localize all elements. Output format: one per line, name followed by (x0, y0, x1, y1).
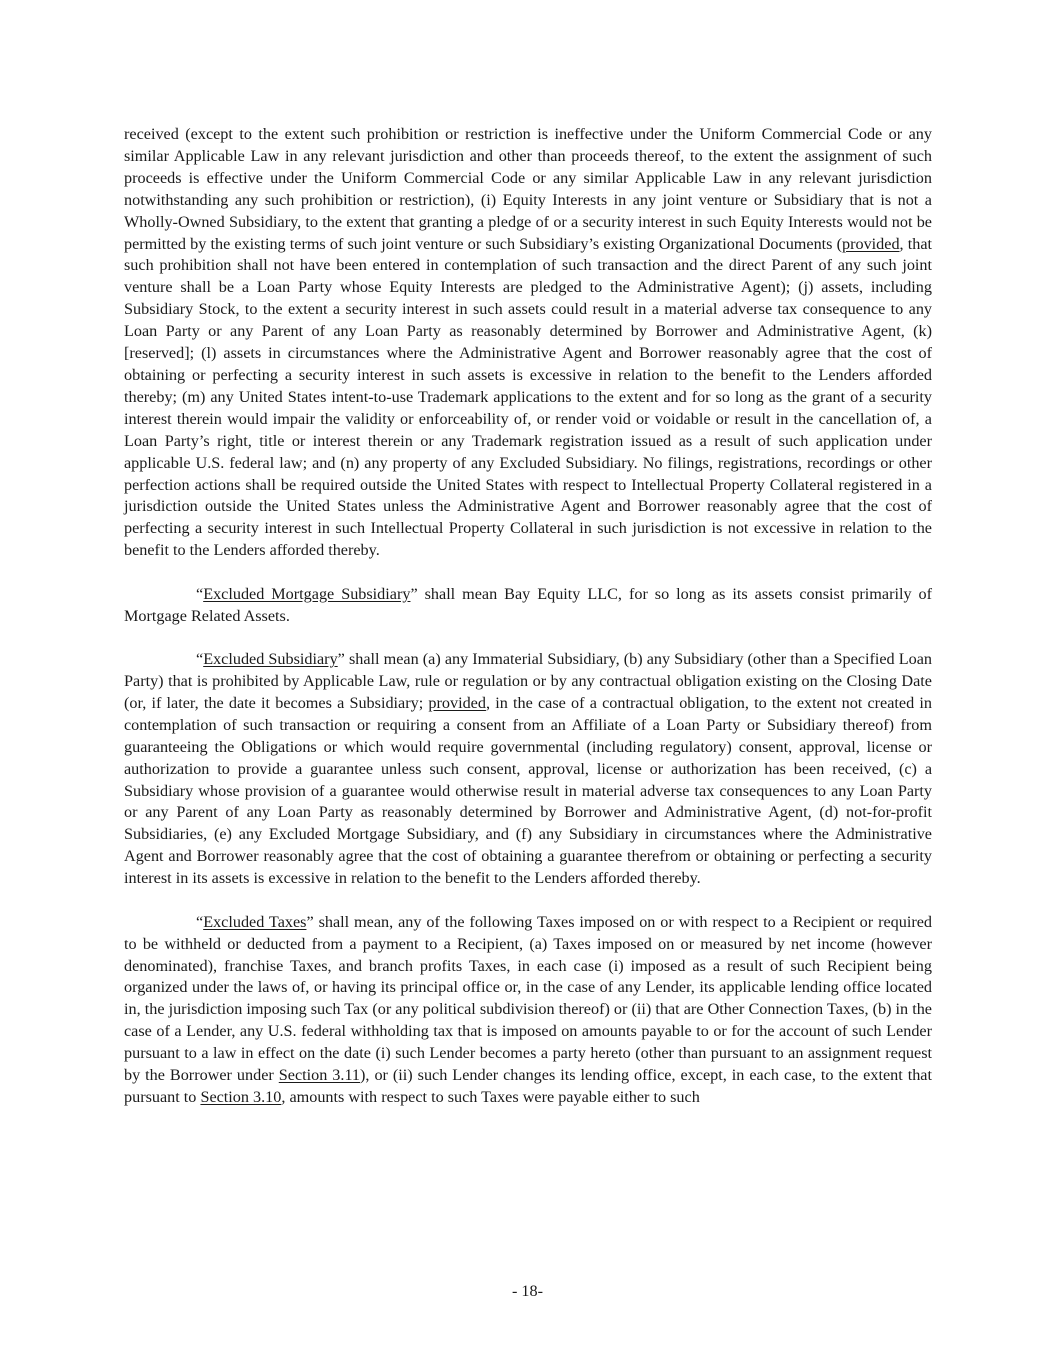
defined-term: Excluded Subsidiary (203, 650, 338, 669)
definition-excluded-subsidiary (124, 649, 932, 890)
definition-text: ), or (ii) such Lender changes its lending office, except, in each case, to the extent that pursuant to (124, 1066, 932, 1106)
paragraph-text: , that such prohibition shall not have been entered in contemplation of such transaction and the direct Parent of any such joint venture shall be a Loan Party whose Equity Interests are pledged to the Administrative Agent); (j) assets, including Subsidiary Stock, to the extent a security interest in such assets could result in a material adverse tax consequence to any Loan Party or any Parent of any Loan Party as reasonably determined by Borrower and Administrative Agent, (k) [reserved]; (l) assets in circumstances where the Administrative Agent and Borrower reasonably agree that the cost of obtaining or perfecting a security interest in such assets is excessive in relation to the benefit to the Lenders afforded thereby; (m) any United States intent-to-use Trademark applications to the extent and for so long as the grant of a security interest therein would impair the validity or enforceability of, or render void or voidable or result in the cancellation of, a Loan Party’s right, title or interest therein or any Trademark registration issued as a result of such application under applicable U.S. federal law; and (n) any property of any Excluded Subsidiary. No filings, registrations, recordings or other perfection actions shall be required outside the United States with respect to Intellectual Property Collateral registered in a jurisdiction outside the United States unless the Administrative Agent and Borrower reasonably agree that the cost of perfecting a security interest in such Intellectual Property Collateral in such jurisdiction is not excessive in relation to the benefit to the Lenders afforded thereby. (124, 234, 932, 560)
definition-text: , in the case of a contractual obligation, to the extent not created in contemplation of such transaction or requiring a consent from an Affiliate of a Loan Party or Subsidiary thereof) from guaranteeing the Obligations or which would require governmental (including regulatory) consent, approval, license or authorization to provide a guarantee unless such consent, approval, license or authorization has been received, (c) a Subsidiary whose provision of a guarantee would otherwise result in material adverse tax consequences to any Loan Party or any Parent of any Loan Party as reasonably determined by Borrower and Administrative Agent, (d) not-for-profit Subsidiaries, (e) any Excluded Mortgage Subsidiary, and (f) any Subsidiary in circumstances where the Administrative Agent and Borrower reasonably agree that the cost of obtaining a guarantee therefrom or obtaining or perfecting a security interest in its assets is excessive in relation to the benefit to the Lenders afforded thereby. (124, 693, 932, 888)
paragraph-excluded-assets-continued (124, 124, 932, 562)
open-quote: “ (196, 912, 204, 931)
open-quote: “ (196, 584, 204, 603)
section-3-11-link[interactable]: Section 3.11 (278, 1066, 361, 1085)
section-3-10-link[interactable]: Section 3.10 (200, 1087, 282, 1106)
definition-excluded-mortgage-subsidiary (124, 584, 932, 628)
provided-link[interactable]: provided (842, 234, 900, 253)
definition-text: ” shall mean, any of the following Taxes imposed on or with respect to a Recipient or required to be withheld or deducted from a payment to a Recipient, (a) Taxes imposed on or measured by net income (however denominated), franchise Taxes, and branch profits Taxes, in each case (i) imposed as a result of such Recipient being organized under the laws of, or having its principal office or, in the case of any Lender, its applicable lending office located in, the jurisdiction imposing such Tax (or any political subdivision thereof) or (ii) that are Other Connection Taxes, (b) in the case of a Lender, any U.S. federal withholding tax that is imposed on amounts payable to or for the account of such Lender pursuant to a law in effect on the date (i) such Lender becomes a party hereto (other than pursuant to an assignment request by the Borrower under (124, 912, 933, 1085)
definition-text: , amounts with respect to such Taxes were payable either to such (281, 1087, 700, 1106)
definition-excluded-taxes (124, 912, 932, 1109)
definition-text: ” shall mean (a) any Immaterial Subsidiary, (b) any Subsidiary (other than a Specified Loan Party) that is prohibited by Applicable Law, rule or regulation or by any contractual obligation existing on the Closing Date (or, if later, the date it becomes a Subsidiary; (124, 650, 932, 712)
definition-text: ” shall mean Bay Equity LLC, for so long as its assets consist primarily of Mortgage Related Assets. (124, 584, 933, 625)
paragraph-text: received (except to the extent such prohibition or restriction is ineffective under the Uniform Commercial Code or any similar Applicable Law in any relevant jurisdiction and other than proceeds thereof, to the extent the assignment of such proceeds is effective under the Uniform Commercial Code or any similar Applicable Law in any relevant jurisdiction notwithstanding any such prohibition or restriction), (i) Equity Interests in any joint venture or Subsidiary that is not a Wholly-Owned Subsidiary, to the extent that granting a pledge of or a security interest in such Equity Interests would not be permitted by the existing terms of such joint venture or such Subsidiary’s existing Organizational Documents ( (124, 125, 932, 253)
defined-term: Excluded Taxes (203, 912, 307, 931)
provided-link[interactable]: provided (428, 693, 486, 712)
defined-term: Excluded Mortgage Subsidiary (203, 584, 411, 603)
page-number: - 18- (511, 1282, 543, 1300)
document-body (124, 124, 932, 1109)
open-quote: “ (196, 650, 204, 669)
